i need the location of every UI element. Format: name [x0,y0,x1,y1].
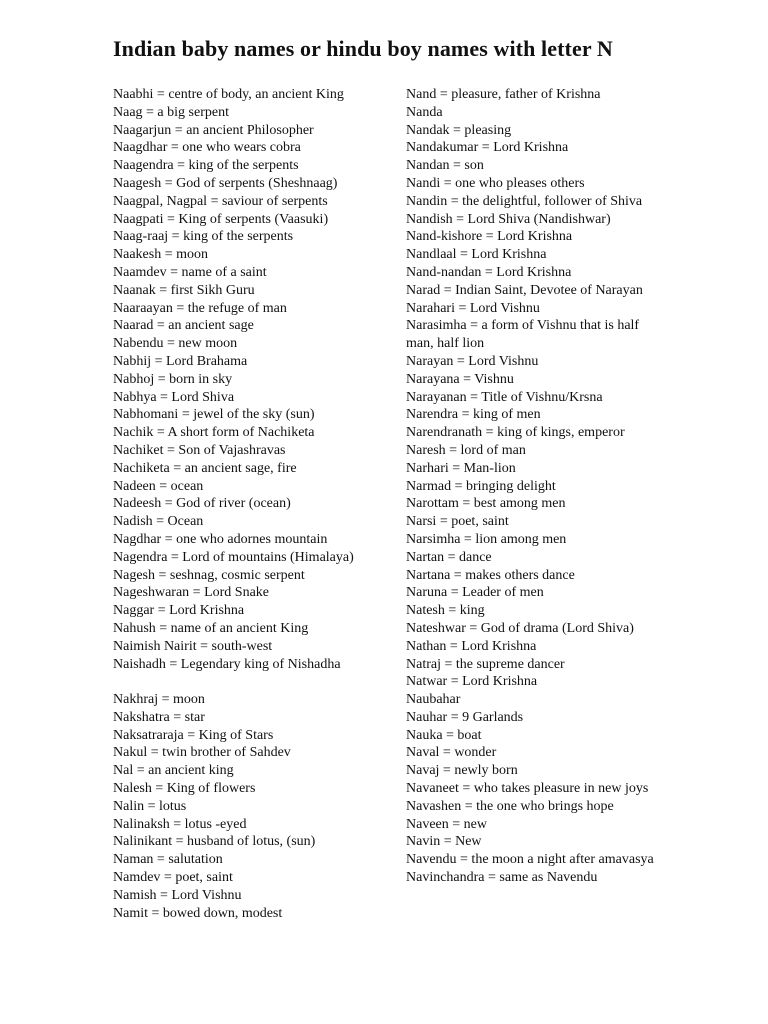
name-entry: Nahush = name of an ancient King [113,620,309,636]
name-entry: Naishadh = Legendary king of Nishadha [113,656,341,672]
name-entry: Naval = wonder [406,745,497,761]
name-entry: Naag = a big serpent [113,104,229,120]
name-entry: Narayanan = Title of Vishnu/Krsna [406,389,603,405]
name-entry: Naimish Nairit = south-west [113,638,273,654]
name-entry: Nandlaal = Lord Krishna [406,247,547,263]
name-entry: Naagdhar = one who wears cobra [113,140,301,156]
name-entry: Nandan = son [406,158,484,174]
name-entry: Nandakumar = Lord Krishna [406,140,569,156]
name-entry: Nathan = Lord Krishna [406,638,537,654]
name-entry: Narottam = best among men [406,496,566,512]
name-entry: Nadeesh = God of river (ocean) [113,496,291,512]
name-entry: Nand-nandan = Lord Krishna [406,264,572,280]
name-entry: Narmad = bringing delight [406,478,556,494]
name-entry: Nartana = makes others dance [406,567,575,583]
name-entry: Nabendu = new moon [113,336,238,352]
name-entry: Nandish = Lord Shiva (Nandishwar) [406,211,611,227]
name-entry: Naamdev = name of a saint [113,264,267,280]
name-entry: Narendranath = king of kings, emperor [406,425,625,441]
name-entry: Naggar = Lord Krishna [113,603,245,619]
name-entry: Navinchandra = same as Navendu [406,870,598,886]
name-entry: Nabhomani = jewel of the sky (sun) [113,407,315,423]
name-entry: Nakshatra = star [113,709,205,725]
name-entry: Naabhi = centre of body, an ancient King [113,87,344,102]
name-entry: Naagendra = king of the serpents [113,158,299,174]
name-entry: Nagdhar = one who adornes mountain [113,531,328,547]
name-entry: Nandin = the delightful, follower of Shiva [406,193,643,209]
name-entry: Nauka = boat [406,727,482,743]
name-entry: Nal = an ancient king [113,763,234,779]
name-entry: Nauhar = 9 Garlands [406,709,524,725]
name-entry: Narayan = Lord Vishnu [406,353,539,369]
name-entry: Navin = New [406,834,482,850]
name-entry: Nagesh = seshnag, cosmic serpent [113,567,305,583]
name-entry: Naagpati = King of serpents (Vaasuki) [113,211,329,227]
name-entry: Narasimha = a form of Vishnu that is half man, half lion [406,318,640,352]
name-entry: Naagarjun = an ancient Philosopher [113,122,314,138]
name-entry: Nachiket = Son of Vajashravas [113,442,286,458]
name-entry: Nartan = dance [406,549,492,565]
name-entry: Nand-kishore = Lord Krishna [406,229,573,245]
name-entry: Nabhya = Lord Shiva [113,389,235,405]
name-entry: Nateshwar = God of drama (Lord Shiva) [406,620,634,636]
name-entry: Nachik = A short form of Nachiketa [113,425,315,441]
name-entry: Nadish = Ocean [113,514,204,530]
name-entry: Nachiketa = an ancient sage, fire [113,460,297,476]
name-entry: Nabhij = Lord Brahama [113,353,248,369]
name-entry: Narsimha = lion among men [406,531,567,547]
name-entry: Naagesh = God of serpents (Sheshnaag) [113,175,338,191]
name-entry: Nalinaksh = lotus -eyed [113,816,247,832]
name-entry: Namdev = poet, saint [113,870,233,886]
name-entry: Navendu = the moon a night after amavasya [406,852,654,868]
name-entry: Naveen = new [406,816,487,832]
name-entry: Nagendra = Lord of mountains (Himalaya) [113,549,354,565]
name-entry: Natesh = king [406,603,485,619]
name-entry: Nakhraj = moon [113,692,205,708]
name-entry: Naubahar [406,692,461,708]
name-entry: Naksatraraja = King of Stars [113,727,274,743]
name-entry: Naagpal, Nagpal = saviour of serpents [113,193,328,209]
name-entry: Navaneet = who takes pleasure in new joys [406,781,649,797]
name-entry: Naman = salutation [113,852,223,868]
name-entry: Naakesh = moon [113,247,208,263]
name-entry: Narahari = Lord Vishnu [406,300,540,316]
right-name-column [406,86,666,887]
name-entry: Narendra = king of men [406,407,541,423]
name-entry: Naanak = first Sikh Guru [113,282,255,298]
name-entry: Navashen = the one who brings hope [406,798,614,814]
name-entry: Nalin = lotus [113,798,187,814]
left-name-column [113,86,378,922]
name-entry: Narad = Indian Saint, Devotee of Narayan [406,282,643,298]
name-entry: Namish = Lord Vishnu [113,887,242,903]
name-entry: Nandak = pleasing [406,122,512,138]
name-entry: Nalinikant = husband of lotus, (sun) [113,834,316,850]
page-title: Indian baby names or hindu boy names with letter N [113,36,613,61]
name-entry: Namit = bowed down, modest [113,905,283,921]
name-entry: Natwar = Lord Krishna [406,674,538,690]
name-entry: Naaraayan = the refuge of man [113,300,287,316]
name-entry: Naresh = lord of man [406,442,526,458]
name-entry: Navaj = newly born [406,763,518,779]
name-entry: Narsi = poet, saint [406,514,509,530]
name-entry: Nadeen = ocean [113,478,204,494]
name-entry: Nanda [406,104,443,120]
name-entry: Nageshwaran = Lord Snake [113,585,270,601]
name-entry: Narhari = Man-lion [406,460,516,476]
name-entry: Nakul = twin brother of Sahdev [113,745,291,761]
name-entry: Nabhoj = born in sky [113,371,233,387]
name-entry: Nandi = one who pleases others [406,175,585,191]
name-entry: Natraj = the supreme dancer [406,656,565,672]
name-entry: Nand = pleasure, father of Krishna [406,87,601,102]
name-entry: Naag-raaj = king of the serpents [113,229,294,245]
name-entry: Naarad = an ancient sage [113,318,254,334]
name-entry: Naruna = Leader of men [406,585,544,601]
name-entry: Narayana = Vishnu [406,371,514,387]
name-entry: Nalesh = King of flowers [113,781,256,797]
